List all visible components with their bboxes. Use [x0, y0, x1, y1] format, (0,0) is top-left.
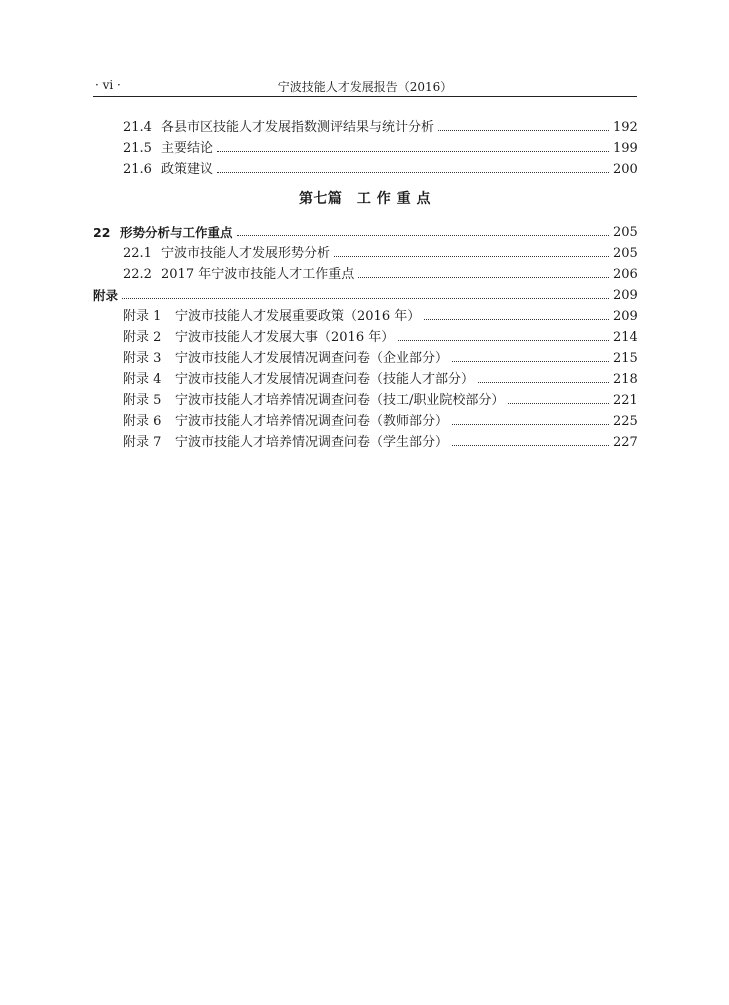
toc-entry-appendix-7[interactable]: [123, 431, 637, 451]
toc-entry-22-1[interactable]: [123, 242, 637, 262]
toc-leader-dots: [334, 256, 609, 257]
toc-entry-number: 21.4: [123, 120, 152, 135]
toc-entry-appendix-5[interactable]: [123, 389, 637, 409]
toc-entry-title: 宁波市技能人才培养情况调查问卷（技工/职业院校部分）: [175, 393, 505, 408]
toc-entry-appendix-2[interactable]: [123, 326, 637, 346]
toc-entry-title: 附录: [93, 288, 119, 303]
toc-entry-page: 209: [613, 288, 638, 303]
toc-entry-21-6[interactable]: [123, 158, 637, 178]
toc-leader-dots: [217, 151, 609, 152]
toc-entry-title: 宁波市技能人才发展大事（2016 年）: [175, 330, 395, 345]
toc-entry-title: 政策建议: [161, 162, 214, 177]
toc-entry-number: 21.6: [123, 162, 152, 177]
running-title: 宁波技能人才发展报告（2016）: [277, 80, 453, 94]
toc-entry-page: 225: [613, 414, 638, 429]
toc-entry-appendix-3[interactable]: [123, 347, 637, 367]
toc-entry-page: 192: [613, 120, 638, 135]
toc-entry-number: 附录 7: [123, 435, 162, 450]
toc-entry-page: 215: [613, 351, 638, 366]
toc-entry-page: 209: [613, 309, 638, 324]
toc-leader-dots: [358, 277, 609, 278]
toc-entry-number: 附录 2: [123, 330, 162, 345]
toc-entry-title: 主要结论: [161, 141, 214, 156]
toc-entry-title: 宁波市技能人才培养情况调查问卷（教师部分）: [175, 414, 449, 429]
toc-entry-page: 205: [613, 225, 638, 240]
toc-entry-appendix-6[interactable]: [123, 410, 637, 430]
toc-leader-dots: [452, 424, 609, 425]
toc-entry-page: 221: [613, 393, 638, 408]
toc-leader-dots: [237, 235, 609, 236]
toc-entry-number: 附录 5: [123, 393, 162, 408]
toc-entry-title: 宁波市技能人才发展重要政策（2016 年）: [175, 309, 421, 324]
toc-leader-dots: [217, 172, 609, 173]
toc-entry-number: 21.5: [123, 141, 152, 156]
toc-leader-dots: [438, 130, 609, 131]
toc-leader-dots: [452, 361, 609, 362]
toc-entry-number: 附录 3: [123, 351, 162, 366]
toc-entry-title: 宁波市技能人才发展情况调查问卷（技能人才部分）: [175, 372, 475, 387]
toc-entry-page: 199: [613, 141, 638, 156]
toc-entry-page: 218: [613, 372, 638, 387]
toc-entry-appendix[interactable]: [93, 284, 637, 304]
toc-entry-page: 214: [613, 330, 638, 345]
page-number-mark: · vi ·: [95, 78, 121, 92]
toc-entry-21-5[interactable]: [123, 137, 637, 157]
toc-entry-number: 22.1: [123, 246, 152, 261]
toc-leader-dots: [478, 382, 609, 383]
toc-entry-title: 宁波市技能人才培养情况调查问卷（学生部分）: [175, 435, 449, 450]
toc-entry-title: 形势分析与工作重点: [120, 225, 233, 240]
toc-entry-page: 200: [613, 162, 638, 177]
toc-entry-chapter-22[interactable]: [93, 221, 637, 241]
toc-entry-number: 附录 1: [123, 309, 162, 324]
part-heading: 第七篇 工 作 重 点: [298, 191, 432, 207]
toc-leader-dots: [508, 403, 609, 404]
toc-entry-number: 附录 6: [123, 414, 162, 429]
toc-leader-dots: [398, 340, 609, 341]
page-header: [93, 74, 637, 97]
toc-entry-title: 2017 年宁波市技能人才工作重点: [161, 267, 355, 282]
toc-leader-dots: [122, 298, 609, 299]
toc-entry-page: 227: [613, 435, 638, 450]
toc-entry-appendix-1[interactable]: [123, 305, 637, 325]
toc-entry-appendix-4[interactable]: [123, 368, 637, 388]
toc-entry-number: 22: [93, 225, 111, 240]
toc-entry-number: 22.2: [123, 267, 152, 282]
toc-entry-22-2[interactable]: [123, 263, 637, 283]
toc-leader-dots: [424, 319, 609, 320]
toc-entry-title: 宁波市技能人才发展情况调查问卷（企业部分）: [175, 351, 449, 366]
toc-entry-title: 各县市区技能人才发展指数测评结果与统计分析: [161, 120, 435, 135]
toc-entry-21-4[interactable]: [123, 116, 637, 136]
toc-entry-page: 206: [613, 267, 638, 282]
toc-leader-dots: [452, 445, 609, 446]
toc-entry-title: 宁波市技能人才发展形势分析: [161, 246, 331, 261]
toc-entry-number: 附录 4: [123, 372, 162, 387]
toc-entry-page: 205: [613, 246, 638, 261]
